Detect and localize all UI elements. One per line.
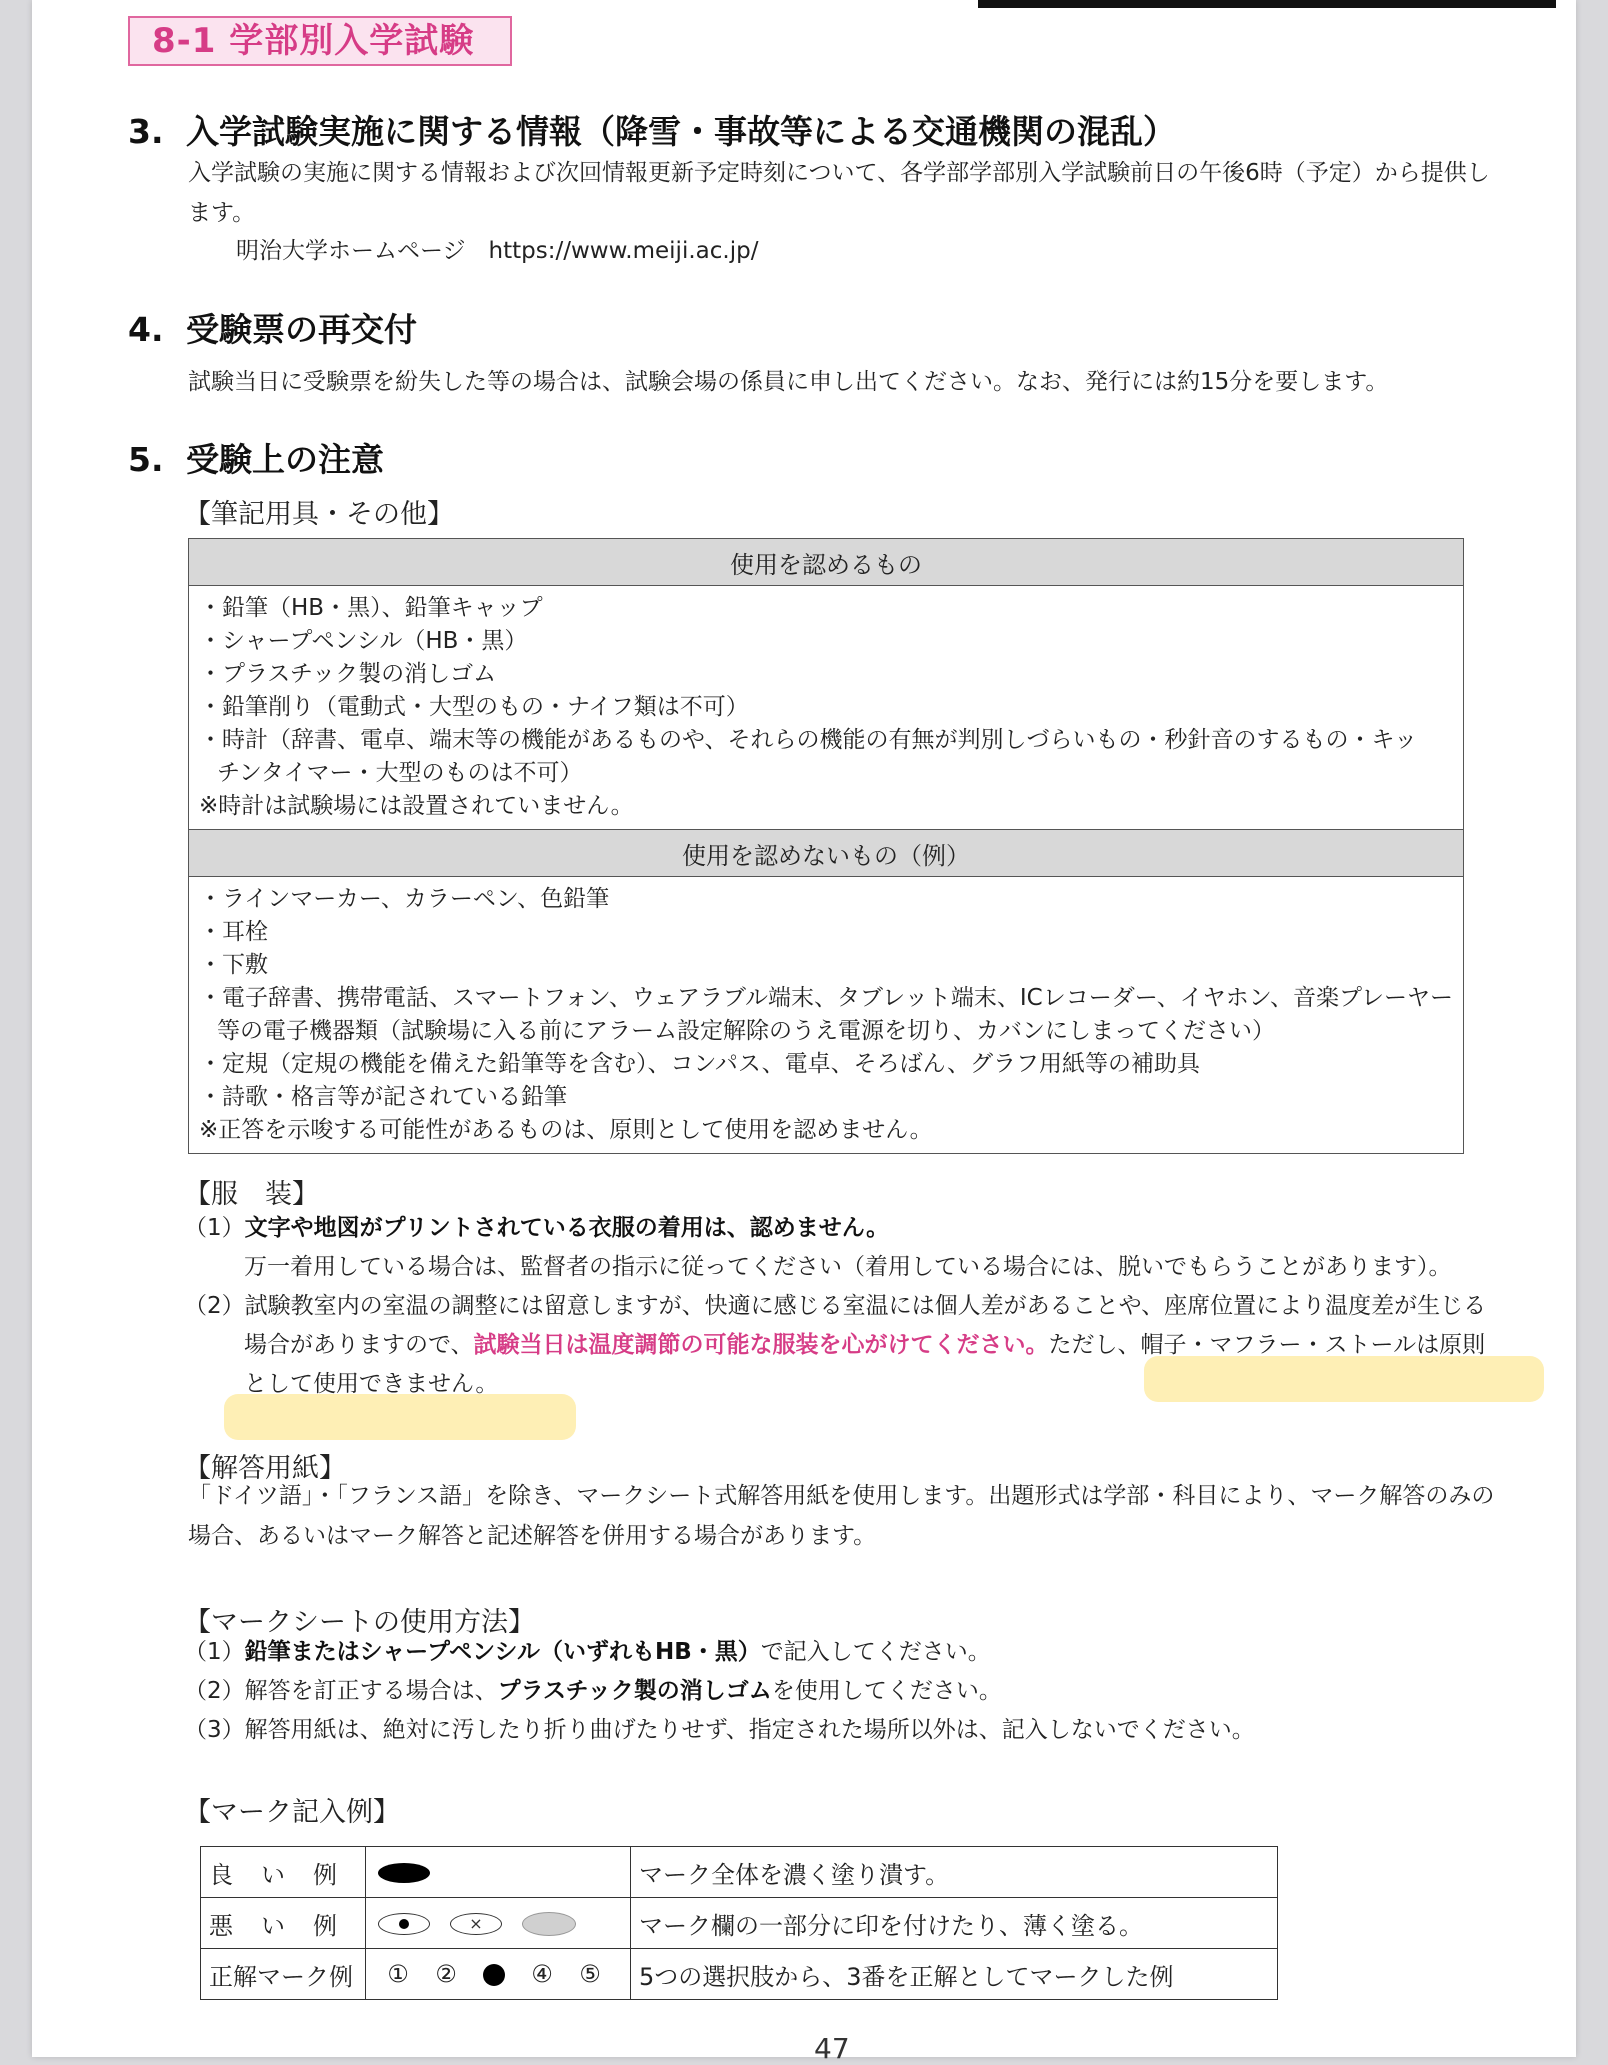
answer-sheet-heading: 【解答用紙】 bbox=[184, 1453, 346, 1484]
disallowed-item: 等の電子機器類（試験場に入る前にアラーム設定解除のうえ電源を切り、カバンにしまってください） bbox=[217, 1018, 1275, 1044]
allowed-item: ・シャープペンシル（HB・黒） bbox=[199, 628, 528, 654]
disallowed-list bbox=[189, 877, 1464, 1154]
clothing-item-2-number: （2） bbox=[184, 1293, 245, 1319]
correct-example-row bbox=[201, 1949, 1278, 2000]
clothing-item-1-bold: 文字や地図がプリントされている衣服の着用は、認めません。 bbox=[244, 1215, 890, 1241]
row-label: 正解マーク例 bbox=[201, 1949, 366, 2000]
section-3-heading bbox=[128, 106, 1176, 153]
choice-3-filled-icon bbox=[483, 1964, 505, 1986]
filled-oval-icon bbox=[378, 1863, 430, 1883]
section-3-line-2: ます。 bbox=[188, 200, 256, 226]
marksheet-usage-heading: 【マークシートの使用方法】 bbox=[184, 1607, 535, 1638]
marksheet-item-2-text: を使用してください。 bbox=[771, 1678, 1002, 1704]
marksheet-item-3-number: （3） bbox=[184, 1717, 245, 1743]
choice-2-icon: ② bbox=[435, 1960, 457, 1988]
disallowed-item: ・ラインマーカー、カラーペン、色鉛筆 bbox=[199, 886, 610, 912]
section-5-title: 受験上の注意 bbox=[186, 440, 384, 479]
clothing-item-2-text: 場合がありますので、 bbox=[244, 1332, 474, 1358]
writing-tools-table bbox=[188, 538, 1464, 1154]
marksheet-item-2-number: （2） bbox=[184, 1678, 245, 1704]
allowed-note: ※時計は試験場には設置されていません。 bbox=[199, 793, 634, 819]
disallowed-header: 使用を認めないもの（例） bbox=[189, 830, 1464, 877]
document-page bbox=[32, 0, 1576, 2065]
clothing-item-2-text: ただし、帽子・マフラー・ストールは原則 bbox=[1048, 1332, 1486, 1358]
light-oval-icon bbox=[522, 1912, 576, 1936]
bad-mark-samples bbox=[366, 1898, 631, 1949]
row-description: 5つの選択肢から、3番を正解としてマークした例 bbox=[631, 1949, 1278, 2000]
clothing-heading: 【服 装】 bbox=[184, 1179, 319, 1210]
tools-heading: 【筆記用具・その他】 bbox=[184, 499, 454, 530]
clothing-item-1-number: （1） bbox=[184, 1215, 245, 1241]
marksheet-item-1-text: で記入してください。 bbox=[760, 1639, 991, 1665]
clothing-item-2-line-2 bbox=[244, 1325, 1485, 1365]
choice-5-icon: ⑤ bbox=[579, 1960, 601, 1988]
row-description: マーク全体を濃く塗り潰す。 bbox=[631, 1847, 1278, 1898]
section-tag: 8-1 学部別入学試験 bbox=[128, 16, 512, 66]
choice-1-icon: ① bbox=[387, 1960, 409, 1988]
mark-example-table bbox=[200, 1846, 1278, 2000]
top-black-bar bbox=[978, 0, 1556, 8]
page-number: 47 bbox=[814, 2032, 850, 2065]
marksheet-item-2-bold: プラスチック製の消しゴム bbox=[497, 1678, 772, 1704]
allowed-item: ・鉛筆削り（電動式・大型のもの・ナイフ類は不可） bbox=[199, 694, 749, 720]
section-5-number: 5. bbox=[128, 440, 164, 479]
answer-sheet-line-2: 場合、あるいはマーク解答と記述解答を併用する場合があります。 bbox=[188, 1523, 877, 1549]
clothing-item-1-line-2: 万一着用している場合は、監督者の指示に従ってください（着用している場合には、脱いでもらうことがあります）。 bbox=[244, 1254, 1452, 1280]
clothing-item-1 bbox=[184, 1208, 889, 1248]
marksheet-item-2 bbox=[184, 1671, 1002, 1711]
x-oval-icon: × bbox=[450, 1913, 502, 1935]
mark-example-heading: 【マーク記入例】 bbox=[184, 1797, 400, 1828]
clothing-item-2-line-1: 試験教室内の室温の調整には留意しますが、快適に感じる室温には個人差があることや、座席位置により温度差が生じる bbox=[244, 1293, 1487, 1319]
marksheet-item-2-text: 解答を訂正する場合は、 bbox=[244, 1678, 498, 1704]
marksheet-item-1-number: （1） bbox=[184, 1639, 245, 1665]
correct-mark-samples bbox=[366, 1949, 631, 2000]
row-label: 悪 い 例 bbox=[201, 1898, 366, 1949]
dotted-oval-icon bbox=[378, 1913, 430, 1935]
marksheet-item-3-text: 解答用紙は、絶対に汚したり折り曲げたりせず、指定された場所以外は、記入しないでください。 bbox=[244, 1717, 1255, 1743]
section-4-heading bbox=[128, 304, 417, 351]
answer-sheet-line-1: 「ドイツ語」・「フランス語」を除き、マークシート式解答用紙を使用します。出題形式は学部・科目により、マーク解答のみの bbox=[188, 1483, 1495, 1509]
disallowed-note: ※正答を示唆する可能性があるものは、原則として使用を認めません。 bbox=[199, 1117, 933, 1143]
choice-4-icon: ④ bbox=[531, 1960, 553, 1988]
section-3-line-1: 入学試験の実施に関する情報および次回情報更新予定時刻について、各学部学部別入学試験前日の午後6時（予定）から提供し bbox=[188, 160, 1490, 186]
clothing-item-2-line-3: として使用できません。 bbox=[244, 1371, 499, 1397]
clothing-item-2 bbox=[184, 1286, 1486, 1326]
allowed-item: チンタイマー・大型のものは不可） bbox=[217, 760, 583, 786]
section-4-text: 試験当日に受験票を紛失した等の場合は、試験会場の係員に申し出てください。なお、発行には約15分を要します。 bbox=[188, 369, 1389, 395]
good-example-row bbox=[201, 1847, 1278, 1898]
disallowed-item: ・電子辞書、携帯電話、スマートフォン、ウェアラブル端末、タブレット端末、ICレコーダー、イヤホン、音楽プレーヤー bbox=[199, 985, 1454, 1011]
row-description: マーク欄の一部分に印を付けたり、薄く塗る。 bbox=[631, 1898, 1278, 1949]
allowed-header: 使用を認めるもの bbox=[189, 539, 1464, 586]
bad-example-row bbox=[201, 1898, 1278, 1949]
allowed-item: ・プラスチック製の消しゴム bbox=[199, 661, 497, 687]
section-5-heading bbox=[128, 434, 384, 481]
allowed-item: ・鉛筆（HB・黒）、鉛筆キャップ bbox=[199, 595, 543, 621]
good-mark-sample bbox=[366, 1847, 631, 1898]
section-4-title: 受験票の再交付 bbox=[186, 310, 417, 349]
disallowed-item: ・定規（定規の機能を備えた鉛筆等を含む）、コンパス、電卓、そろばん、グラフ用紙等の補助具 bbox=[199, 1051, 1200, 1077]
allowed-list bbox=[189, 586, 1464, 830]
clothing-item-2-emphasis: 試験当日は温度調節の可能な服装を心がけてください。 bbox=[473, 1332, 1049, 1358]
section-4-number: 4. bbox=[128, 310, 164, 349]
marksheet-item-3 bbox=[184, 1710, 1255, 1750]
section-3-number: 3. bbox=[128, 112, 164, 151]
section-3-title: 入学試験実施に関する情報（降雪・事故等による交通機関の混乱） bbox=[186, 112, 1176, 151]
row-label: 良 い 例 bbox=[201, 1847, 366, 1898]
meiji-homepage-link[interactable]: 明治大学ホームページ https://www.meiji.ac.jp/ bbox=[236, 238, 759, 264]
disallowed-item: ・耳栓 bbox=[199, 919, 268, 945]
allowed-item: ・時計（辞書、電卓、端末等の機能があるものや、それらの機能の有無が判別しづらいもの・秒針音のするもの・キッ bbox=[199, 727, 1418, 753]
marksheet-item-1-bold: 鉛筆またはシャープペンシル（いずれもHB・黒） bbox=[244, 1639, 761, 1665]
disallowed-item: ・下敷 bbox=[199, 952, 268, 978]
disallowed-item: ・詩歌・格言等が記されている鉛筆 bbox=[199, 1084, 567, 1110]
marksheet-item-1 bbox=[184, 1632, 991, 1672]
